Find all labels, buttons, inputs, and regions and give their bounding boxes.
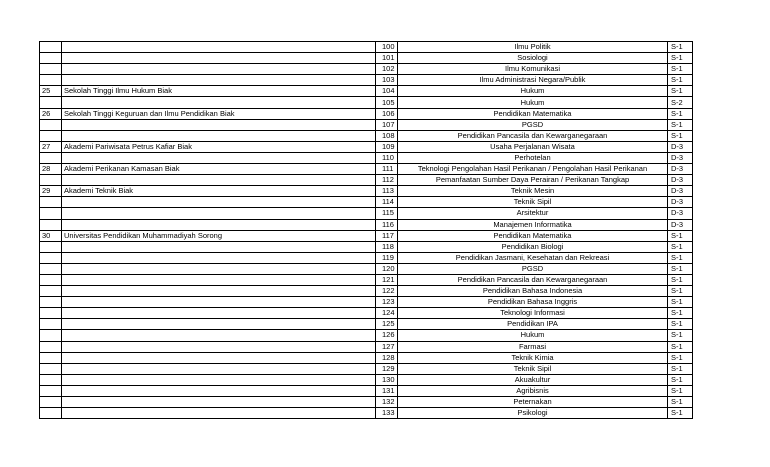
institution-name-cell: [62, 208, 376, 219]
program-code-cell: 131: [376, 385, 398, 396]
program-name-cell: Pendidikan Matematika: [398, 230, 668, 241]
table-row: [40, 241, 693, 252]
institution-name-cell: [62, 274, 376, 285]
institution-name-cell: [62, 219, 376, 230]
institution-number-cell: [40, 352, 62, 363]
degree-level-cell: S-1: [668, 130, 693, 141]
program-code-cell: 122: [376, 286, 398, 297]
program-code-cell: 120: [376, 263, 398, 274]
institution-name-cell: [62, 197, 376, 208]
program-code-cell: 115: [376, 208, 398, 219]
institution-name-cell: [62, 75, 376, 86]
program-code-cell: 106: [376, 108, 398, 119]
program-name-cell: Ilmu Komunikasi: [398, 64, 668, 75]
degree-level-cell: S-1: [668, 64, 693, 75]
institution-number-cell: [40, 197, 62, 208]
program-code-cell: 118: [376, 241, 398, 252]
program-name-cell: Teknik Sipil: [398, 363, 668, 374]
table-row: [40, 152, 693, 163]
program-code-cell: 114: [376, 197, 398, 208]
program-code-cell: 112: [376, 175, 398, 186]
institution-name-cell: [62, 352, 376, 363]
program-name-cell: Hukum: [398, 86, 668, 97]
institution-number-cell: 27: [40, 141, 62, 152]
degree-level-cell: D-3: [668, 141, 693, 152]
institution-number-cell: [40, 252, 62, 263]
degree-level-cell: S-1: [668, 385, 693, 396]
program-code-cell: 109: [376, 141, 398, 152]
table-row: [40, 108, 693, 119]
degree-level-cell: S-1: [668, 297, 693, 308]
table-row: [40, 130, 693, 141]
institution-number-cell: [40, 64, 62, 75]
institution-name-cell: [62, 152, 376, 163]
program-code-cell: 116: [376, 219, 398, 230]
program-code-cell: 102: [376, 64, 398, 75]
table-row: [40, 53, 693, 64]
institution-number-cell: [40, 208, 62, 219]
institution-number-cell: 29: [40, 186, 62, 197]
institution-name-cell: [62, 385, 376, 396]
institution-name-cell: [62, 319, 376, 330]
degree-level-cell: S-1: [668, 397, 693, 408]
degree-level-cell: S-1: [668, 119, 693, 130]
table-row: [40, 374, 693, 385]
institution-number-cell: [40, 308, 62, 319]
program-name-cell: Arsitektur: [398, 208, 668, 219]
program-name-cell: Farmasi: [398, 341, 668, 352]
institution-name-cell: [62, 341, 376, 352]
institution-name-cell: [62, 252, 376, 263]
table-row: [40, 252, 693, 263]
table-row: [40, 385, 693, 396]
institution-number-cell: [40, 53, 62, 64]
table-row: [40, 297, 693, 308]
degree-level-cell: D-3: [668, 219, 693, 230]
degree-level-cell: S-2: [668, 97, 693, 108]
institution-name-cell: [62, 374, 376, 385]
degree-level-cell: S-1: [668, 252, 693, 263]
institution-name-cell: [62, 42, 376, 53]
program-name-cell: Pendidikan IPA: [398, 319, 668, 330]
institution-name-cell: Akademi Pariwisata Petrus Kafiar Biak: [62, 141, 376, 152]
program-name-cell: Teknik Mesin: [398, 186, 668, 197]
degree-level-cell: S-1: [668, 352, 693, 363]
table-row: [40, 230, 693, 241]
degree-level-cell: S-1: [668, 408, 693, 419]
institution-number-cell: [40, 408, 62, 419]
table-row: [40, 274, 693, 285]
program-code-cell: 104: [376, 86, 398, 97]
program-code-cell: 103: [376, 75, 398, 86]
institution-number-cell: [40, 175, 62, 186]
program-name-cell: Psikologi: [398, 408, 668, 419]
degree-level-cell: S-1: [668, 42, 693, 53]
institution-number-cell: [40, 97, 62, 108]
program-code-cell: 100: [376, 42, 398, 53]
program-code-cell: 105: [376, 97, 398, 108]
institution-name-cell: [62, 97, 376, 108]
institution-name-cell: [62, 363, 376, 374]
program-code-cell: 127: [376, 341, 398, 352]
institution-name-cell: Akademi Teknik Biak: [62, 186, 376, 197]
degree-level-cell: D-3: [668, 186, 693, 197]
table-row: [40, 286, 693, 297]
institution-name-cell: [62, 286, 376, 297]
program-code-cell: 119: [376, 252, 398, 263]
program-name-cell: Teknik Sipil: [398, 197, 668, 208]
table-row: [40, 330, 693, 341]
program-name-cell: Teknik Kimia: [398, 352, 668, 363]
institution-number-cell: [40, 119, 62, 130]
degree-level-cell: S-1: [668, 319, 693, 330]
institution-number-cell: [40, 330, 62, 341]
institution-number-cell: [40, 385, 62, 396]
table-row: [40, 319, 693, 330]
program-name-cell: Hukum: [398, 97, 668, 108]
institution-name-cell: [62, 53, 376, 64]
degree-level-cell: S-1: [668, 108, 693, 119]
institution-name-cell: [62, 241, 376, 252]
institution-number-cell: [40, 297, 62, 308]
program-name-cell: PGSD: [398, 119, 668, 130]
program-code-cell: 101: [376, 53, 398, 64]
program-name-cell: PGSD: [398, 263, 668, 274]
institution-name-cell: [62, 119, 376, 130]
program-name-cell: Pendidikan Jasmani, Kesehatan dan Rekreasi: [398, 252, 668, 263]
degree-level-cell: S-1: [668, 75, 693, 86]
program-name-cell: Pendidikan Biologi: [398, 241, 668, 252]
program-name-cell: Ilmu Politik: [398, 42, 668, 53]
program-name-cell: Pendidikan Pancasila dan Kewarganegaraan: [398, 274, 668, 285]
program-name-cell: Hukum: [398, 330, 668, 341]
table-row: [40, 86, 693, 97]
program-name-cell: Manajemen Informatika: [398, 219, 668, 230]
program-name-cell: Pemanfaatan Sumber Daya Perairan / Perikanan Tangkap: [398, 175, 668, 186]
institution-name-cell: Sekolah Tinggi Ilmu Hukum Biak: [62, 86, 376, 97]
table-row: [40, 341, 693, 352]
institution-number-cell: 30: [40, 230, 62, 241]
institution-name-cell: [62, 397, 376, 408]
institution-name-cell: [62, 175, 376, 186]
degree-level-cell: D-3: [668, 197, 693, 208]
institution-name-cell: [62, 130, 376, 141]
degree-level-cell: S-1: [668, 274, 693, 285]
program-name-cell: Akuakultur: [398, 374, 668, 385]
program-name-cell: Usaha Perjalanan Wisata: [398, 141, 668, 152]
table-row: [40, 363, 693, 374]
institution-name-cell: [62, 308, 376, 319]
degree-level-cell: D-3: [668, 208, 693, 219]
institution-number-cell: 26: [40, 108, 62, 119]
program-name-cell: Pendidikan Bahasa Indonesia: [398, 286, 668, 297]
institution-number-cell: [40, 263, 62, 274]
institution-number-cell: [40, 319, 62, 330]
institution-number-cell: [40, 397, 62, 408]
degree-level-cell: S-1: [668, 263, 693, 274]
degree-level-cell: S-1: [668, 53, 693, 64]
table-row: [40, 219, 693, 230]
table-body: [40, 42, 693, 419]
institution-name-cell: Universitas Pendidikan Muhammadiyah Sorong: [62, 230, 376, 241]
program-code-cell: 125: [376, 319, 398, 330]
program-code-cell: 129: [376, 363, 398, 374]
institution-number-cell: [40, 374, 62, 385]
degree-level-cell: S-1: [668, 330, 693, 341]
institution-name-cell: [62, 297, 376, 308]
institution-number-cell: [40, 130, 62, 141]
table-row: [40, 186, 693, 197]
institution-name-cell: Sekolah Tinggi Keguruan dan Ilmu Pendidikan Biak: [62, 108, 376, 119]
program-code-cell: 108: [376, 130, 398, 141]
institution-number-cell: [40, 241, 62, 252]
institution-number-cell: [40, 286, 62, 297]
institution-number-cell: [40, 152, 62, 163]
table-row: [40, 175, 693, 186]
program-name-cell: Teknologi Pengolahan Hasil Perikanan / Pengolahan Hasil Perikanan: [398, 164, 668, 175]
program-name-cell: Teknologi Informasi: [398, 308, 668, 319]
institution-number-cell: [40, 341, 62, 352]
table-row: [40, 397, 693, 408]
degree-level-cell: D-3: [668, 152, 693, 163]
program-code-cell: 123: [376, 297, 398, 308]
program-code-cell: 113: [376, 186, 398, 197]
institution-number-cell: [40, 42, 62, 53]
program-name-cell: Pendidikan Matematika: [398, 108, 668, 119]
program-code-cell: 107: [376, 119, 398, 130]
table-row: [40, 42, 693, 53]
degree-level-cell: D-3: [668, 164, 693, 175]
table-row: [40, 141, 693, 152]
degree-level-cell: S-1: [668, 341, 693, 352]
institution-name-cell: [62, 263, 376, 274]
program-code-cell: 110: [376, 152, 398, 163]
table-row: [40, 308, 693, 319]
degree-level-cell: D-3: [668, 175, 693, 186]
program-name-cell: Agribisnis: [398, 385, 668, 396]
degree-level-cell: S-1: [668, 230, 693, 241]
program-code-cell: 117: [376, 230, 398, 241]
program-name-cell: Pendidikan Bahasa Inggris: [398, 297, 668, 308]
program-name-cell: Ilmu Administrasi Negara/Publik: [398, 75, 668, 86]
table-row: [40, 119, 693, 130]
program-code-cell: 121: [376, 274, 398, 285]
institution-number-cell: [40, 219, 62, 230]
institution-name-cell: Akademi Perikanan Kamasan Biak: [62, 164, 376, 175]
degree-level-cell: S-1: [668, 363, 693, 374]
institution-name-cell: [62, 408, 376, 419]
institution-number-cell: [40, 274, 62, 285]
program-code-cell: 132: [376, 397, 398, 408]
institution-name-cell: [62, 330, 376, 341]
degree-level-cell: S-1: [668, 86, 693, 97]
degree-level-cell: S-1: [668, 286, 693, 297]
table-row: [40, 208, 693, 219]
institution-name-cell: [62, 64, 376, 75]
program-code-cell: 124: [376, 308, 398, 319]
institution-number-cell: [40, 75, 62, 86]
institution-number-cell: 25: [40, 86, 62, 97]
program-name-cell: Peternakan: [398, 397, 668, 408]
degree-level-cell: S-1: [668, 241, 693, 252]
table-row: [40, 263, 693, 274]
table-row: [40, 408, 693, 419]
degree-level-cell: S-1: [668, 374, 693, 385]
institution-number-cell: 28: [40, 164, 62, 175]
program-name-cell: Perhotelan: [398, 152, 668, 163]
program-code-cell: 130: [376, 374, 398, 385]
table-row: [40, 352, 693, 363]
study-program-table: [39, 41, 693, 419]
program-code-cell: 111: [376, 164, 398, 175]
institution-number-cell: [40, 363, 62, 374]
table-row: [40, 75, 693, 86]
program-name-cell: Pendidikan Pancasila dan Kewarganegaraan: [398, 130, 668, 141]
program-code-cell: 128: [376, 352, 398, 363]
program-code-cell: 126: [376, 330, 398, 341]
degree-level-cell: S-1: [668, 308, 693, 319]
table-row: [40, 164, 693, 175]
table-row: [40, 64, 693, 75]
table-row: [40, 197, 693, 208]
program-name-cell: Sosiologi: [398, 53, 668, 64]
table-row: [40, 97, 693, 108]
program-code-cell: 133: [376, 408, 398, 419]
